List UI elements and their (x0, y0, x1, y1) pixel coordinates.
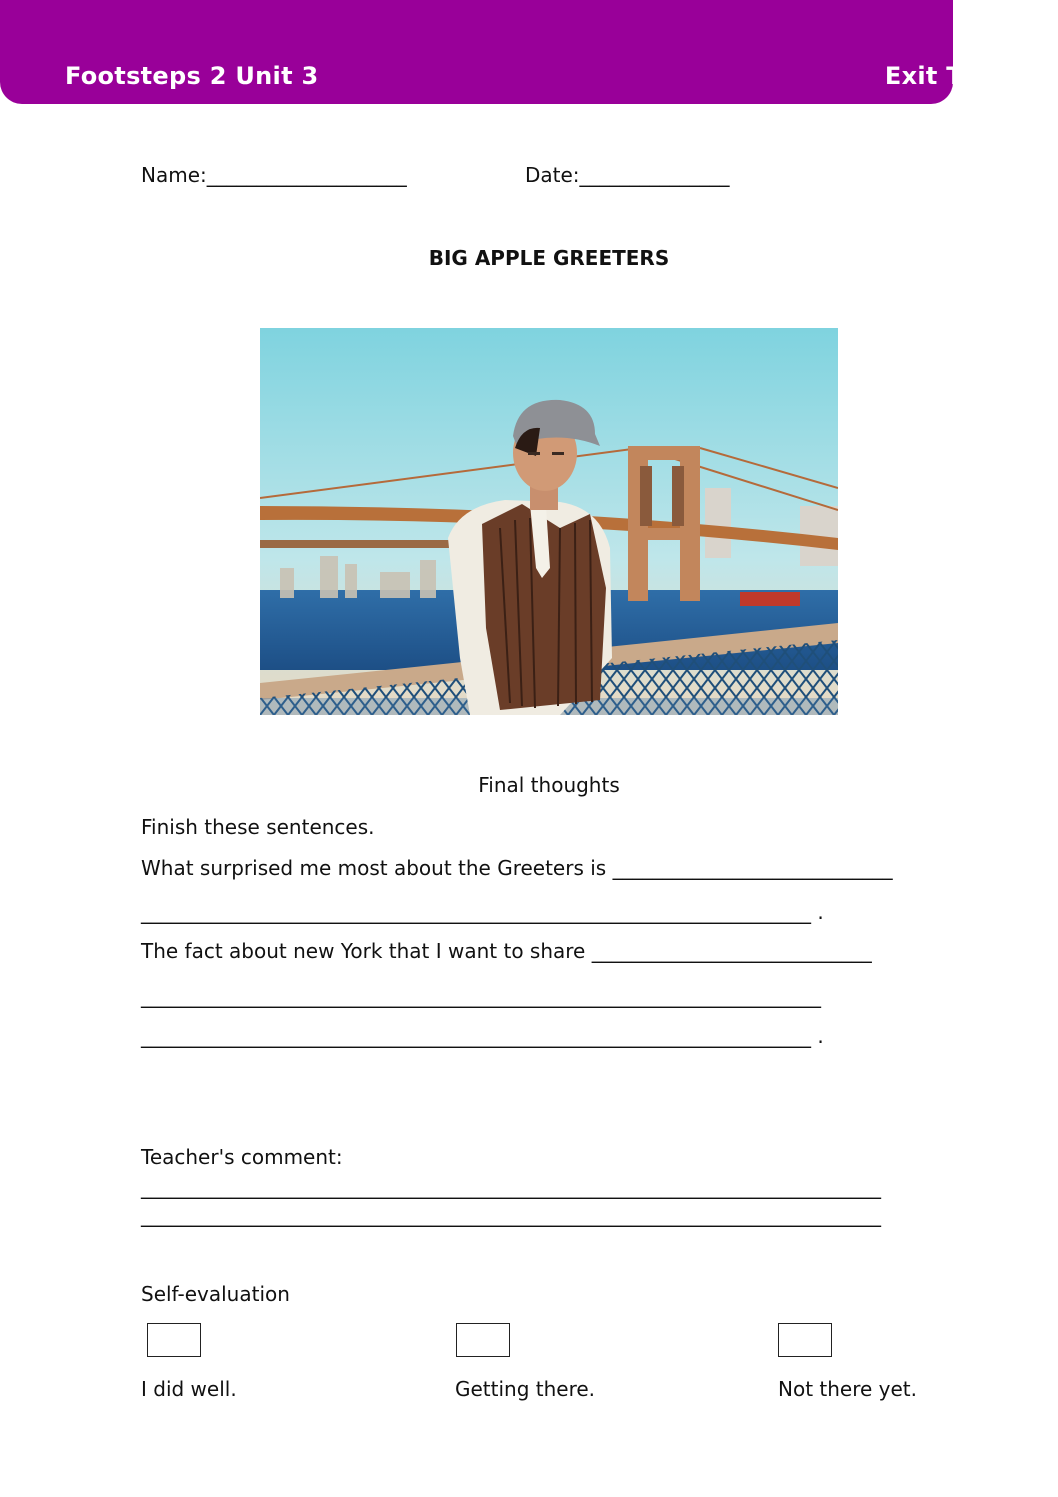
prompt-line[interactable]: ___________________________________________________________________ . (141, 1024, 824, 1048)
page-title: BIG APPLE GREETERS (428, 246, 670, 270)
checkbox-not-there-yet[interactable] (778, 1323, 832, 1357)
header-title: Footsteps 2 Unit 3 (65, 62, 319, 90)
self-evaluation-label: Self-evaluation (141, 1282, 290, 1306)
prompt-line[interactable]: ____________________________________________________________________ (141, 984, 821, 1008)
checkbox-getting-there[interactable] (456, 1323, 510, 1357)
date-field[interactable]: Date:_______________ (525, 163, 730, 187)
option-label-did-well: I did well. (141, 1377, 237, 1401)
teacher-comment-line[interactable]: __________________________________________________________________________ (141, 1175, 881, 1199)
prompt-line[interactable]: What surprised me most about the Greeters is ____________________________ (141, 856, 893, 880)
prompt-line[interactable]: The fact about new York that I want to share ____________________________ (141, 939, 872, 963)
prompt-line[interactable]: ___________________________________________________________________ . (141, 900, 824, 924)
teacher-comment-line[interactable]: __________________________________________________________________________ (141, 1203, 881, 1227)
photo-greeter-brooklyn-bridge (260, 328, 838, 715)
section-title: Final thoughts (478, 773, 620, 797)
name-field[interactable]: Name:____________________ (141, 163, 407, 187)
instruction-text: Finish these sentences. (141, 815, 375, 839)
header-exit-ticket: Exit Ticket (884, 62, 1030, 90)
option-label-getting-there: Getting there. (455, 1377, 596, 1401)
teacher-comment-label: Teacher's comment: (141, 1145, 343, 1169)
option-label-not-there-yet: Not there yet. (778, 1377, 918, 1401)
checkbox-did-well[interactable] (147, 1323, 201, 1357)
